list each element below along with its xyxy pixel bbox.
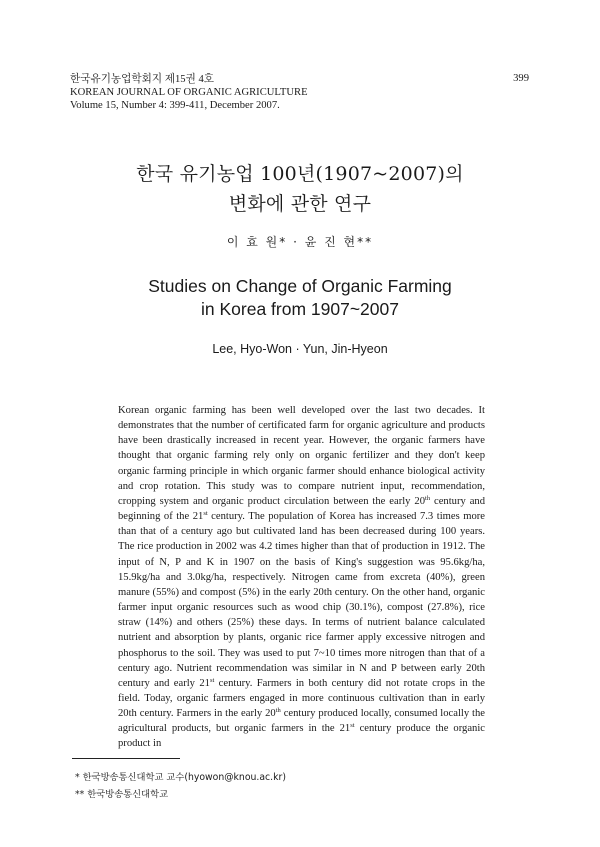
abstract-text: century produced locally, consumed locally the agricultural products, but organic farmers in the 21 [118, 708, 485, 735]
footnote-1: * 한국방송통신대학교 교수(hyowon@knou.ac.kr) [75, 772, 286, 783]
footnotes [75, 769, 286, 803]
abstract-text: century. Farmers in both century did not rotate crops in the field. Today, organic farmers engaged in more continuous cultivation than in early 20th century. Farmers in the early 20 [118, 677, 485, 720]
superscript: st [209, 676, 215, 684]
page-number: 399 [513, 73, 529, 84]
superscript: th [275, 707, 281, 715]
english-title-line-2: in Korea from 1907~2007 [201, 299, 399, 319]
korean-title [0, 159, 600, 219]
english-authors: Lee, Hyo-Won · Yun, Jin-Hyeon [212, 342, 388, 356]
footnote-2: ** 한국방송통신대학교 [75, 789, 169, 800]
abstract-text: century. The population of Korea has increased 7.3 times more than that of a century ago but cultivated land has been decreased during 100 years. The rice production in 2002 was 4.2 times higher than that of production in 1912. The input of N, P and K in 1907 on the basis of King's suggestion was 95.6kg/ha, 15.9kg/ha and 3.0kg/ha, respectively. Nitrogen came from excreta (40%), green manure (55%) and compost (5%) in the early 20th century. On the other hand, organic farmer input organic resources such as wood chip (30.1%), compost (27.8%), rice straw (14%) and others (25%) these days. In terms of nutrient balance calculated nutrient and absorption by plants, organic rice farmer apply excessive nitrogen and phosphorus to the soil. They was used to put 7~10 times more nitrogen than that of a century ago. Nutrient recommendation was similar in N and P between early 20th century and early 21 [118, 511, 485, 689]
korean-title-line-1: 한국 유기농업 100년(1907~2007)의 [136, 163, 464, 185]
footnote-divider [72, 758, 180, 759]
journal-name-ko: 한국유기농업학회지 제15권 4호 [70, 74, 214, 85]
superscript: th [425, 494, 431, 502]
abstract-text: century and beginning of the 21 [118, 495, 486, 523]
korean-authors: 이 효 원* · 윤 진 현** [226, 235, 374, 249]
abstract [118, 403, 485, 752]
superscript: st [350, 722, 355, 730]
abstract-text: century produce the organic product in [118, 723, 485, 750]
superscript: st [203, 510, 208, 518]
abstract-text: Korean organic farming has been well developed over the last two decades. It demonstrates that the number of certificated farm for organic agriculture and products have been drastically increased in recent year. However, the organic farmers have thought that organic farming rely only on organic fertilizer and they don't keep organic farming principle in which organic farmer should enhance biological activity and crop rotation. This study was to compare nutrient input, recommendation, cropping system and organic product circulation between the early 20 [118, 405, 485, 507]
korean-title-line-2: 변화에 관한 연구 [228, 193, 372, 215]
english-title [0, 275, 600, 321]
journal-header [70, 73, 308, 113]
journal-volume-info: Volume 15, Number 4: 399-411, December 2007. [70, 100, 280, 112]
english-title-line-1: Studies on Change of Organic Farming [148, 276, 452, 296]
journal-name-en: KOREAN JOURNAL OF ORGANIC AGRICULTURE [70, 87, 308, 99]
